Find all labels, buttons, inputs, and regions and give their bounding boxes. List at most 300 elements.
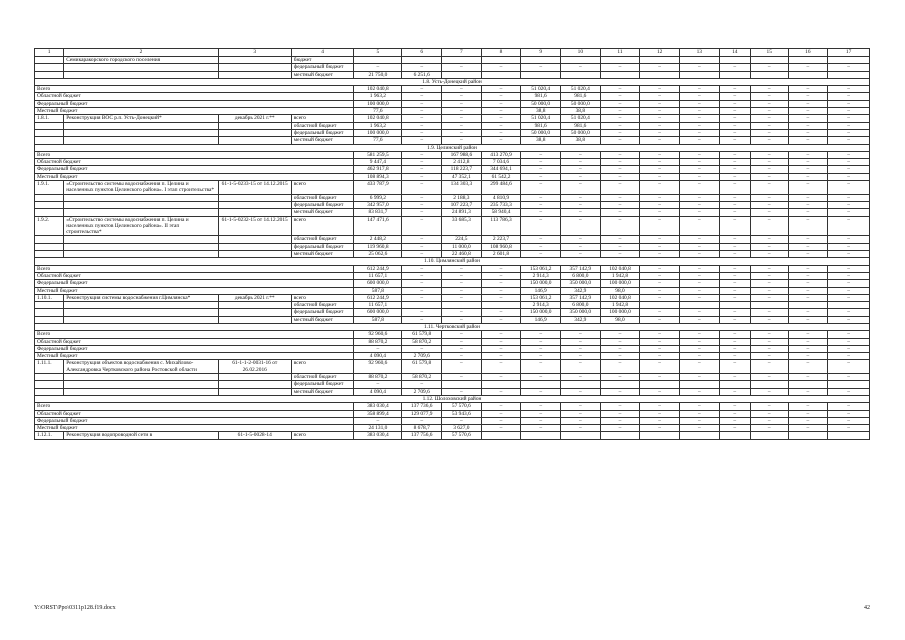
table-cell: 50 000,0 [521, 100, 561, 107]
table-cell [640, 57, 680, 64]
table-cell [35, 236, 64, 243]
table-cell: Всего [35, 151, 354, 158]
table-cell: – [640, 129, 680, 136]
table-cell: – [828, 331, 870, 338]
table-cell [64, 71, 218, 78]
table-cell: – [788, 272, 828, 279]
table-cell: 612 244,9 [354, 294, 402, 301]
table-cell [218, 122, 291, 129]
column-number: 6 [402, 49, 442, 57]
table-cell: 51 020,4 [521, 86, 561, 93]
table-cell: – [402, 417, 442, 424]
table-cell [218, 388, 291, 395]
table-cell: – [750, 209, 788, 216]
table-cell: – [640, 309, 680, 316]
table-cell: – [788, 115, 828, 122]
table-cell: – [679, 209, 719, 216]
table-cell: – [788, 159, 828, 166]
table-row [35, 243, 870, 250]
table-cell: – [600, 122, 640, 129]
table-cell [719, 302, 750, 309]
summary-row [35, 265, 870, 272]
summary-row [35, 272, 870, 279]
table-cell [64, 236, 218, 243]
table-cell: 1.9.1. [35, 181, 64, 195]
table-cell [35, 309, 64, 316]
table-cell [442, 71, 482, 78]
table-cell [640, 302, 680, 309]
table-cell: – [442, 108, 482, 115]
table-cell: – [442, 309, 482, 316]
table-cell [218, 236, 291, 243]
table-cell: 134 303,3 [442, 181, 482, 195]
table-cell: 102 040,8 [354, 86, 402, 93]
table-row [35, 122, 870, 129]
table-cell: 11 657,1 [354, 272, 402, 279]
table-cell: 981,6 [561, 93, 601, 100]
table-cell: всего [291, 115, 354, 122]
table-cell: местный бюджет [291, 71, 354, 78]
table-cell: Местный бюджет [35, 108, 354, 115]
table-cell: – [788, 137, 828, 144]
table-cell: – [600, 173, 640, 180]
table-cell: – [828, 294, 870, 301]
table-cell: – [788, 194, 828, 201]
table-cell: – [719, 374, 750, 381]
table-cell: местный бюджет [291, 251, 354, 258]
table-cell: областной бюджет [291, 194, 354, 201]
table-cell: – [750, 236, 788, 243]
table-cell [750, 302, 788, 309]
table-cell: 61 579,8 [402, 360, 442, 374]
table-cell [64, 64, 218, 71]
table-cell: – [719, 93, 750, 100]
table-cell: 137 736,6 [402, 403, 442, 410]
table-cell: – [750, 360, 788, 374]
table-cell: – [679, 151, 719, 158]
table-cell: – [828, 265, 870, 272]
table-cell: областной бюджет [291, 122, 354, 129]
table-cell: – [679, 108, 719, 115]
table-cell: Всего [35, 86, 354, 93]
budget-table-sheet [34, 48, 870, 440]
table-cell: – [679, 280, 719, 287]
table-cell: – [679, 316, 719, 323]
table-cell: – [640, 294, 680, 301]
table-cell: – [750, 243, 788, 250]
column-number-row [35, 49, 870, 57]
table-cell: – [679, 417, 719, 424]
table-cell: – [679, 331, 719, 338]
table-cell: – [679, 287, 719, 294]
table-cell: – [719, 345, 750, 352]
table-cell: – [481, 122, 521, 129]
table-cell: – [679, 129, 719, 136]
table-cell [750, 381, 788, 388]
table-cell [218, 302, 291, 309]
column-number: 17 [828, 49, 870, 57]
table-cell: – [719, 166, 750, 173]
table-cell: – [442, 100, 482, 107]
table-cell: – [402, 93, 442, 100]
table-cell: 61-1-5-0233-15 от 14.12.2015 [218, 181, 291, 195]
table-cell: – [719, 151, 750, 158]
table-cell: 24 131,0 [354, 425, 402, 432]
table-cell: – [481, 272, 521, 279]
table-cell: 587,8 [354, 287, 402, 294]
table-cell [64, 302, 218, 309]
table-cell: – [640, 173, 680, 180]
table-cell: – [600, 129, 640, 136]
table-cell: – [521, 360, 561, 374]
table-cell: – [719, 265, 750, 272]
table-cell: – [640, 209, 680, 216]
table-cell: федеральный бюджет [291, 309, 354, 316]
table-cell: – [750, 331, 788, 338]
table-cell: – [719, 338, 750, 345]
table-cell: – [402, 209, 442, 216]
table-cell: – [719, 137, 750, 144]
table-cell: – [828, 100, 870, 107]
table-cell: – [600, 216, 640, 236]
table-cell: – [788, 294, 828, 301]
table-cell: местный бюджет [291, 137, 354, 144]
table-row [35, 432, 870, 439]
table-cell: – [750, 181, 788, 195]
table-cell: – [481, 309, 521, 316]
table-cell: 4 810,9 [481, 194, 521, 201]
table-cell: 2 709,6 [402, 388, 442, 395]
table-cell: – [442, 265, 482, 272]
table-cell: – [750, 251, 788, 258]
column-number: 16 [788, 49, 828, 57]
table-cell: 612 244,9 [354, 265, 402, 272]
summary-row [35, 338, 870, 345]
summary-row [35, 173, 870, 180]
table-cell: – [828, 345, 870, 352]
table-cell: – [719, 353, 750, 360]
table-cell: 61 579,8 [402, 331, 442, 338]
table-row [35, 216, 870, 236]
table-cell [481, 381, 521, 388]
table-cell [64, 209, 218, 216]
table-cell: – [750, 194, 788, 201]
table-cell: – [788, 251, 828, 258]
table-row [35, 129, 870, 136]
table-cell [788, 302, 828, 309]
table-row [35, 64, 870, 71]
section-title-row [35, 323, 870, 330]
table-cell: – [640, 243, 680, 250]
column-number: 2 [64, 49, 218, 57]
table-cell: – [719, 360, 750, 374]
table-cell: Областной бюджет [35, 410, 354, 417]
table-cell [521, 57, 561, 64]
section-title-row [35, 258, 870, 265]
table-cell: 61-1-5-0028-14 [218, 432, 291, 439]
table-cell: 100 000,0 [354, 100, 402, 107]
table-cell: 57 570,6 [442, 403, 482, 410]
table-cell: – [481, 403, 521, 410]
table-cell: всего [291, 294, 354, 301]
table-cell: – [521, 201, 561, 208]
table-cell: – [442, 345, 482, 352]
table-cell: – [640, 166, 680, 173]
table-cell [218, 309, 291, 316]
table-cell: – [719, 294, 750, 301]
table-cell: бюджет [291, 57, 354, 64]
table-cell: – [788, 360, 828, 374]
table-cell: – [481, 129, 521, 136]
summary-row [35, 159, 870, 166]
table-cell: – [679, 216, 719, 236]
table-cell: областной бюджет [291, 236, 354, 243]
table-cell: Всего [35, 403, 354, 410]
table-cell: – [788, 403, 828, 410]
table-cell: – [600, 166, 640, 173]
summary-row [35, 166, 870, 173]
table-cell [679, 71, 719, 78]
table-cell [521, 71, 561, 78]
table-cell: – [679, 353, 719, 360]
column-number: 9 [521, 49, 561, 57]
table-cell: – [788, 374, 828, 381]
table-cell: 50 000,0 [521, 129, 561, 136]
table-cell: 77,6 [354, 137, 402, 144]
table-cell: 88 870,2 [354, 374, 402, 381]
table-cell: – [600, 108, 640, 115]
table-cell: – [679, 388, 719, 395]
table-row [35, 137, 870, 144]
table-cell: – [600, 181, 640, 195]
table-cell: федеральный бюджет [291, 201, 354, 208]
table-cell [64, 129, 218, 136]
table-cell: 1.8.1. [35, 115, 64, 122]
table-cell: – [640, 137, 680, 144]
table-cell: – [481, 64, 521, 71]
table-cell: – [719, 272, 750, 279]
table-cell: 22 460,8 [442, 251, 482, 258]
table-cell: 102 040,8 [600, 265, 640, 272]
table-cell: 92 960,6 [354, 360, 402, 374]
table-cell: – [521, 331, 561, 338]
table-cell: – [679, 201, 719, 208]
table-cell: – [442, 137, 482, 144]
table-cell: – [600, 425, 640, 432]
table-cell: – [679, 122, 719, 129]
table-cell: – [788, 129, 828, 136]
table-cell: – [402, 100, 442, 107]
table-cell: – [719, 251, 750, 258]
table-cell: – [640, 316, 680, 323]
table-cell: – [600, 64, 640, 71]
table-cell: – [640, 236, 680, 243]
table-cell: – [788, 151, 828, 158]
table-cell [35, 137, 64, 144]
table-cell: 153 061,2 [521, 265, 561, 272]
table-cell: – [600, 388, 640, 395]
table-cell [35, 251, 64, 258]
table-cell: – [561, 360, 601, 374]
table-cell: 981,6 [521, 122, 561, 129]
table-cell: 24 891,3 [442, 209, 482, 216]
table-cell: 51 020,4 [561, 115, 601, 122]
table-cell [402, 302, 442, 309]
table-cell: – [828, 108, 870, 115]
table-cell: 1.10. Цимлянский район [35, 258, 870, 265]
table-cell: Федеральный бюджет [35, 100, 354, 107]
table-cell: – [719, 388, 750, 395]
table-cell: – [679, 181, 719, 195]
table-cell: – [481, 280, 521, 287]
table-cell: – [561, 417, 601, 424]
table-cell: – [640, 100, 680, 107]
table-cell: – [750, 374, 788, 381]
table-cell: – [481, 265, 521, 272]
table-cell: – [788, 122, 828, 129]
table-cell [35, 122, 64, 129]
table-cell [521, 381, 561, 388]
column-number: 3 [218, 49, 291, 57]
table-cell: – [719, 86, 750, 93]
table-row [35, 201, 870, 208]
table-cell: – [750, 353, 788, 360]
table-cell: – [521, 209, 561, 216]
table-cell: – [402, 280, 442, 287]
table-row [35, 360, 870, 374]
table-cell: – [828, 216, 870, 236]
table-row [35, 309, 870, 316]
table-cell [600, 381, 640, 388]
table-cell [481, 57, 521, 64]
table-cell [600, 432, 640, 439]
table-cell: – [679, 403, 719, 410]
table-cell: 6 999,2 [354, 194, 402, 201]
table-cell: «Строительство системы водоснабжения п. Целина и населенных пунктов Целинского района». I этап строительства* [64, 181, 218, 195]
table-cell: – [788, 236, 828, 243]
table-row [35, 316, 870, 323]
table-cell: – [402, 272, 442, 279]
table-cell: областной бюджет [291, 374, 354, 381]
table-cell: – [828, 115, 870, 122]
table-cell: – [640, 159, 680, 166]
table-cell: – [561, 159, 601, 166]
table-cell: – [481, 331, 521, 338]
table-cell [788, 432, 828, 439]
table-cell: – [828, 209, 870, 216]
table-cell: – [442, 86, 482, 93]
table-cell [788, 57, 828, 64]
table-cell: 137 756,6 [402, 432, 442, 439]
table-cell: 38,8 [521, 137, 561, 144]
table-cell: 342,9 [561, 316, 601, 323]
table-cell: – [828, 425, 870, 432]
table-cell: – [521, 417, 561, 424]
table-cell: 2 448,2 [354, 236, 402, 243]
table-cell [600, 57, 640, 64]
table-cell: 21 750,0 [354, 71, 402, 78]
table-cell: – [521, 374, 561, 381]
table-cell [481, 302, 521, 309]
table-row [35, 181, 870, 195]
table-cell: – [521, 243, 561, 250]
table-cell: – [719, 280, 750, 287]
table-cell: – [828, 374, 870, 381]
table-cell: – [600, 236, 640, 243]
table-cell: – [561, 166, 601, 173]
column-number: 5 [354, 49, 402, 57]
table-cell [218, 251, 291, 258]
table-cell: – [481, 353, 521, 360]
table-cell: – [640, 115, 680, 122]
table-cell [402, 57, 442, 64]
column-number: 11 [600, 49, 640, 57]
table-cell: – [750, 129, 788, 136]
table-cell: – [788, 181, 828, 195]
table-cell: – [719, 309, 750, 316]
table-cell: Местный бюджет [35, 287, 354, 294]
table-cell [600, 71, 640, 78]
table-cell: – [521, 194, 561, 201]
table-cell: – [481, 338, 521, 345]
table-cell: – [561, 331, 601, 338]
table-cell: – [600, 251, 640, 258]
table-cell: – [750, 115, 788, 122]
table-cell: – [481, 360, 521, 374]
table-cell [64, 316, 218, 323]
table-cell: – [600, 115, 640, 122]
table-cell: – [442, 374, 482, 381]
table-cell: 146,9 [521, 287, 561, 294]
table-cell: – [640, 265, 680, 272]
table-cell: декабрь 2021 г.** [218, 115, 291, 122]
table-cell: – [600, 194, 640, 201]
table-cell: – [481, 294, 521, 301]
table-cell: 61 542,2 [481, 173, 521, 180]
table-cell: – [750, 287, 788, 294]
summary-row [35, 425, 870, 432]
table-cell: – [828, 137, 870, 144]
table-cell: – [828, 338, 870, 345]
table-cell [64, 137, 218, 144]
table-cell [788, 71, 828, 78]
table-cell: – [828, 309, 870, 316]
table-cell: 11 657,1 [354, 302, 402, 309]
table-cell: – [750, 216, 788, 236]
table-cell: 383 030,4 [354, 432, 402, 439]
table-cell: – [788, 309, 828, 316]
table-cell [218, 374, 291, 381]
table-cell: – [750, 417, 788, 424]
table-cell: – [679, 251, 719, 258]
table-cell [561, 57, 601, 64]
table-cell: – [354, 417, 402, 424]
table-cell: 2 709,6 [402, 353, 442, 360]
table-cell: – [788, 425, 828, 432]
table-cell: – [679, 425, 719, 432]
table-cell [218, 194, 291, 201]
table-cell [828, 381, 870, 388]
table-cell [64, 309, 218, 316]
table-cell: – [828, 181, 870, 195]
table-cell: – [828, 316, 870, 323]
table-cell: Федеральный бюджет [35, 417, 354, 424]
table-cell: – [521, 236, 561, 243]
table-cell: – [521, 403, 561, 410]
table-cell: – [679, 294, 719, 301]
table-cell: 1 963,2 [354, 93, 402, 100]
table-cell: 342,9 [561, 287, 601, 294]
